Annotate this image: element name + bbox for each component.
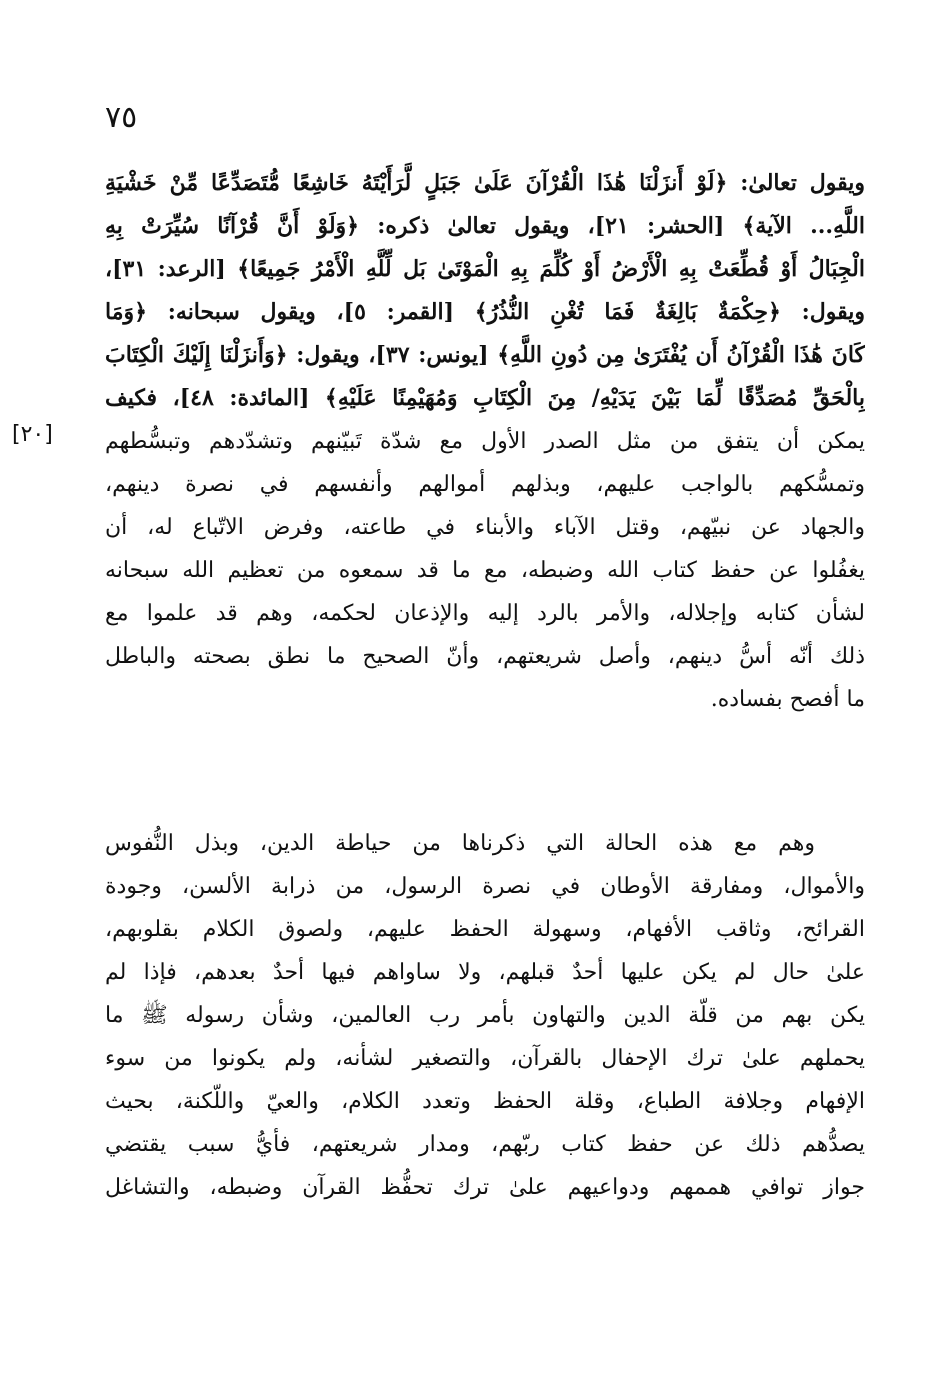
text-line: وتمسُّكهم بالواجب عليهم، وبذلهم أموالهم وأنفسهم في نصرة دينهم،: [105, 472, 865, 497]
text-line: اللَّهِ... الآية﴾ [الحشر: ٢١]، ويقول تعالىٰ ذكره: ﴿وَلَوْ أَنَّ قُرْآنًا سُيِّرَتْ بِهِ: [105, 213, 865, 239]
text-line: يحملهم علىٰ ترك الإحفال بالقرآن، والتصغير لشأنه، ولم يكونوا من سوء: [105, 1046, 865, 1071]
page-number: ٧٥: [105, 100, 138, 135]
text-line: يمكن أن يتفق من مثل الصدر الأول مع شدّة تَبيّنهم وتشدّدهم وتبسُّطهم: [105, 429, 865, 454]
text-line: يغفُلوا عن حفظ كتاب الله وضبطه، مع ما قد سمعوه من تعظيم الله سبحانه: [105, 558, 865, 583]
text-line: والأموال، ومفارقة الأوطان في نصرة الرسول، من ذرابة الألسن، وجودة: [105, 874, 865, 899]
text-line: وهم مع هذه الحالة التي ذكرناها من حياطة الدين، وبذل النُّفوس: [105, 831, 815, 856]
text-line: علىٰ حال لم يكن عليها أحدٌ قبلهم، ولا ساواهم فيها أحدٌ بعدهم، فإذا لم: [105, 960, 865, 985]
text-line: ذلك أنّه أسُّ دينهم، وأصل شريعتهم، وأنّ الصحيح ما نطق بصحته والباطل: [105, 644, 865, 669]
text-line: ويقول: ﴿حِكْمَةٌ بَالِغَةٌ فَمَا تُغْنِ النُّذُرُ﴾ [القمر: ٥]، ويقول سبحانه: ﴿وَمَا: [105, 299, 865, 325]
text-line: يكن بهم من قلّة الدين والتهاون بأمر رب العالمين، وشأن رسوله ﷺ ما: [105, 1003, 865, 1028]
text-line: ويقول تعالىٰ: ﴿لَوْ أَنزَلْنَا هَٰذَا الْقُرْآنَ عَلَىٰ جَبَلٍ لَّرَأَيْتَهُ خَاشِعًا مُّتَصَدِّعًا مِّنْ خَشْيَةِ: [105, 170, 865, 196]
text-line: القرائح، وثاقب الأفهام، وسهولة الحفظ عليهم، ولصوق الكلام بقلوبهم،: [105, 917, 865, 942]
text-line: الإفهام وجلافة الطباع، وقلة الحفظ وتعدد الكلام، والعيّ واللّكنة، بحيث: [105, 1089, 865, 1114]
text-line: ما أفصح بفساده.: [710, 687, 865, 712]
paragraph-1: [105, 162, 865, 721]
text-line: كَانَ هَٰذَا الْقُرْآنُ أَن يُفْتَرَىٰ مِن دُونِ اللَّهِ﴾ [يونس: ٣٧]، ويقول: ﴿وَأَنزَلْنَا إِلَيْكَ الْكِتَابَ: [105, 342, 865, 368]
text-line: والجهاد عن نبيّهم، وقتل الآباء والأبناء في طاعته، وفرض الاتّباع له، أن: [105, 515, 865, 540]
text-line: جواز توافي هممهم ودواعيهم علىٰ ترك تحفُّظ القرآن وضبطه، والتشاغل: [105, 1175, 865, 1200]
margin-folio-marker: [٢٠]: [12, 422, 53, 447]
paragraph-2: [105, 822, 865, 1209]
text-line: يصدُّهم ذلك عن حفظ كتاب ربّهم، ومدار شريعتهم، فأيُّ سبب يقتضي: [105, 1132, 865, 1157]
text-line: لشأن كتابه وإجلاله، والأمر بالرد إليه والإذعان لحكمه، وهم قد علموا مع: [105, 601, 865, 626]
text-line: الْجِبَالُ أَوْ قُطِّعَتْ بِهِ الْأَرْضُ أَوْ كُلِّمَ بِهِ الْمَوْتَىٰ بَل لِّلَّهِ الْأَمْرُ جَمِيعًا﴾ [الرعد: ٣١]،: [105, 256, 865, 282]
text-line: بِالْحَقِّ مُصَدِّقًا لِّمَا بَيْنَ يَدَيْهِ/ مِنَ الْكِتَابِ وَمُهَيْمِنًا عَلَيْهِ﴾ [المائدة: ٤٨]، فكيف: [105, 385, 865, 411]
